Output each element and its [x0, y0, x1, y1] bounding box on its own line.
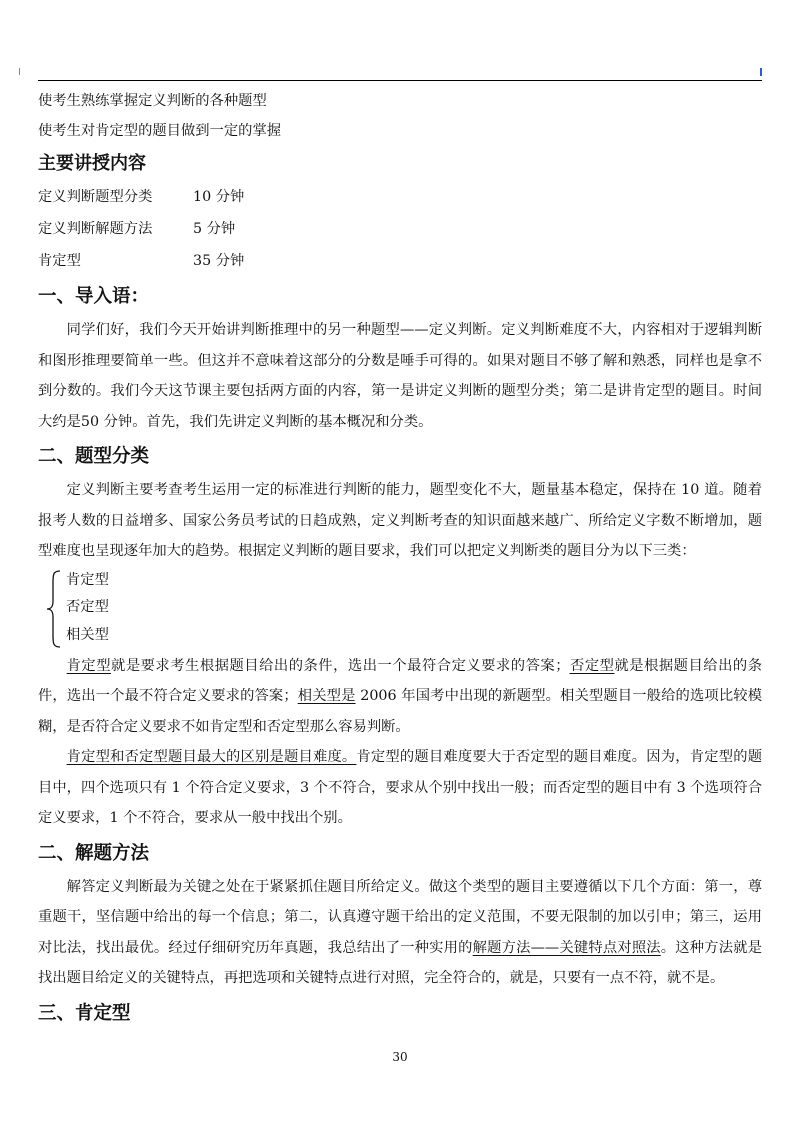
schedule-topic: 定义判断题型分类: [38, 189, 153, 205]
schedule-row: [38, 181, 762, 213]
document-body: [38, 86, 762, 1032]
intro-paragraph: 同学们好，我们今天开始讲判断推理中的另一种题型——定义判断。定义判断难度不大，内容相对于逻辑判断和图形推理要简单一些。但这并不意味着这部分的分数是唾手可得的。如果对题目不够了解和熟悉，同样也是拿不到分数的。我们今天这节课主要包括两方面的内容，第一是讲定义判断的题型分类；第二是讲肯定型的题目。时间大约是50 分钟。首先，我们先讲定义判断的基本概况和分类。: [38, 322, 762, 430]
section-affirmative-heading: 三、肯定型: [38, 1002, 131, 1024]
schedule-topic: 定义判断解题方法: [38, 221, 153, 237]
term-negative: 否定型: [569, 657, 615, 674]
schedule-topic: 肯定型: [38, 253, 81, 269]
difficulty-paragraph: 肯定型和否定型题目最大的区别是题目难度。肯定型的题目难度要大于否定型的题目难度。因为，肯定型的题目中，四个选项只有 1 个符合定义要求，3 个不符合，要求从个别中找出一般；而否定型的题目中有 3 个选项符合定义要求，1 个不符合，要求从一般中找出个别。: [38, 749, 763, 826]
schedule-row: [38, 245, 762, 277]
header-rule: [38, 80, 762, 81]
objective-1: 使考生熟练掌握定义判断的各种题型: [38, 93, 267, 109]
types-definition-paragraph: 肯定型就是要求考生根据题目给出的条件，选出一个最符合定义要求的答案；否定型就是根据题目给出的条件，选出一个最不符合定义要求的答案；相关型是 2006 年国考中出现的新题型。相关型题目一般给的选项比较模糊，是否符合定义要求不如肯定型和否定型那么容易判断。: [38, 657, 763, 735]
main-content-heading: 主要讲授内容: [38, 153, 146, 174]
key-difference: 肯定型和否定型题目最大的区别是题目难度。: [66, 749, 357, 765]
schedule-row: [38, 213, 762, 245]
section-intro-heading: 一、导入语：: [38, 286, 150, 307]
header-tick-right: [760, 68, 762, 76]
method-name: 解题方法——关键特点对照法: [472, 939, 661, 956]
type-item: 相关型: [66, 626, 109, 643]
header-tick-left: [19, 68, 20, 75]
term-affirmative: 肯定型: [66, 657, 112, 674]
schedule-time: 10 分钟: [193, 189, 245, 205]
curly-brace-icon: [46, 569, 62, 649]
types-list: [46, 567, 762, 651]
types-paragraph: 定义判断主要考查考生运用一定的标准进行判断的能力，题型变化不大，题量基本稳定，保持在 10 道。随着报考人数的日益增多、国家公务员考试的日趋成熟，定义判断考查的知识面越来越广、所给定义字数不断增加，题型难度也呈现逐年加大的趋势。根据定义判断的题目要求，我们可以把定义判断类的题目分为以下三类：: [38, 482, 762, 559]
type-item: 肯定型: [66, 571, 109, 588]
term-related: 相关型是: [297, 688, 356, 704]
schedule-time: 35 分钟: [193, 253, 245, 269]
schedule-time: 5 分钟: [193, 221, 236, 237]
type-item: 否定型: [66, 599, 109, 615]
objective-2: 使考生对肯定型的题目做到一定的掌握: [38, 123, 282, 139]
section-method-heading: 二、解题方法: [38, 842, 150, 864]
section-types-heading: 二、题型分类: [38, 446, 150, 467]
method-paragraph: 解答定义判断最为关键之处在于紧紧抓住题目所给定义。做这个类型的题目主要遵循以下几个方面：第一，尊重题干，坚信题中给出的每一个信息；第二，认真遵守题干给出的定义范围，不要无限制的加以引申；第三，运用对比法，找出最优。经过仔细研究历年真题，我总结出了一种实用的解题方法——关键特点对照法。这种方法就是找出题目给定义的关键特点，再把选项和关键特点进行对照，完全符合的，就是，只要有一点不符，就不是。: [38, 878, 763, 986]
page-number: 30: [392, 1050, 408, 1064]
